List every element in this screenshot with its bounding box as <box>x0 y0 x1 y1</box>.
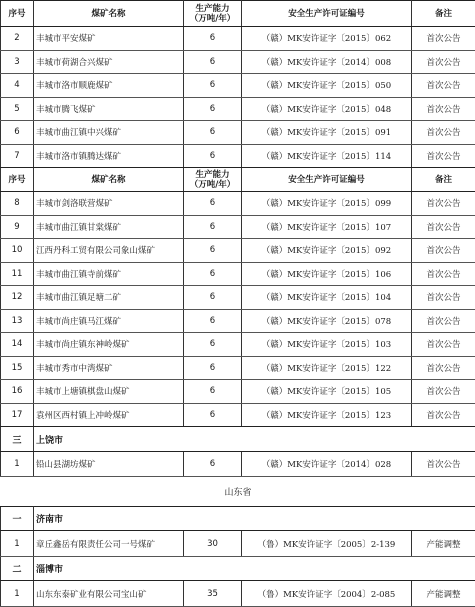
cell-remark: 首次公告 <box>412 27 475 51</box>
cell-name: 山东东泰矿业有限公司宝山矿 <box>34 581 184 607</box>
table-row <box>1 144 475 168</box>
table-row <box>1 121 475 145</box>
cell-no: 13 <box>1 309 34 333</box>
cell-license: （赣）MK安许证字〔2015〕091 <box>242 121 412 145</box>
cell-capacity: 6 <box>184 192 242 216</box>
cell-remark: 首次公告 <box>412 74 475 98</box>
cell-name: 丰城市曲江镇甘棠煤矿 <box>34 215 184 239</box>
cell-name: 丰城市平安煤矿 <box>34 27 184 51</box>
cell-license: （赣）MK安许证字〔2015〕048 <box>242 97 412 121</box>
table-row <box>1 50 475 74</box>
header-remark: 备注 <box>412 1 475 27</box>
table-row <box>1 262 475 286</box>
table-row <box>1 356 475 380</box>
header-capacity-line2: （万吨/年） <box>186 180 239 190</box>
cell-name: 丰城市曲江镇中兴煤矿 <box>34 121 184 145</box>
cell-license: （赣）MK安许证字〔2015〕122 <box>242 356 412 380</box>
cell-capacity: 6 <box>184 215 242 239</box>
cell-license: （赣）MK安许证字〔2015〕105 <box>242 380 412 404</box>
header-capacity <box>184 168 242 192</box>
table-row <box>1 239 475 263</box>
cell-name: 袁州区西村镇上冲岭煤矿 <box>34 403 184 427</box>
section-shangrao <box>1 427 475 452</box>
cell-name: 丰城市洛市顺鹿煤矿 <box>34 74 184 98</box>
cell-capacity: 6 <box>184 380 242 404</box>
table-row <box>1 581 475 607</box>
cell-capacity: 6 <box>184 97 242 121</box>
cell-capacity: 6 <box>184 286 242 310</box>
cell-name: 铅山县湖坊煤矿 <box>34 452 184 477</box>
province-row <box>1 477 475 507</box>
cell-remark: 首次公告 <box>412 452 475 477</box>
table-row <box>1 380 475 404</box>
cell-no: 4 <box>1 74 34 98</box>
cell-no: 3 <box>1 50 34 74</box>
cell-no: 10 <box>1 239 34 263</box>
cell-remark: 首次公告 <box>412 403 475 427</box>
cell-no: 17 <box>1 403 34 427</box>
cell-no: 16 <box>1 380 34 404</box>
cell-license: （赣）MK安许证字〔2015〕114 <box>242 144 412 168</box>
cell-name: 丰城市洛市镇腾达煤矿 <box>34 144 184 168</box>
province-title: 山东省 <box>1 477 475 507</box>
cell-license: （赣）MK安许证字〔2015〕106 <box>242 262 412 286</box>
cell-no: 6 <box>1 121 34 145</box>
table-row <box>1 452 475 477</box>
table-header <box>1 1 475 27</box>
cell-name: 丰城市上塘镇棋盘山煤矿 <box>34 380 184 404</box>
cell-name: 丰城市曲江镇寺前煤矿 <box>34 262 184 286</box>
cell-license: （赣）MK安许证字〔2015〕092 <box>242 239 412 263</box>
cell-license: （鲁）MK安许证字〔2005〕2-139 <box>242 531 412 557</box>
cell-no: 9 <box>1 215 34 239</box>
cell-capacity: 6 <box>184 309 242 333</box>
cell-no: 11 <box>1 262 34 286</box>
cell-remark: 首次公告 <box>412 144 475 168</box>
cell-capacity: 6 <box>184 74 242 98</box>
section-title: 淄博市 <box>34 557 475 581</box>
cell-remark: 首次公告 <box>412 262 475 286</box>
header-capacity-line1: 生产能力 <box>186 170 239 180</box>
cell-no: 1 <box>1 531 34 557</box>
header-no: 序号 <box>1 168 34 192</box>
header-name: 煤矿名称 <box>34 168 184 192</box>
cell-license: （赣）MK安许证字〔2014〕008 <box>242 50 412 74</box>
table-row <box>1 27 475 51</box>
cell-remark: 首次公告 <box>412 121 475 145</box>
table-row <box>1 74 475 98</box>
cell-name: 丰城市腾飞煤矿 <box>34 97 184 121</box>
table-row <box>1 192 475 216</box>
cell-remark: 首次公告 <box>412 286 475 310</box>
cell-license: （赣）MK安许证字〔2014〕028 <box>242 452 412 477</box>
cell-capacity: 6 <box>184 50 242 74</box>
header-license: 安全生产许可证编号 <box>242 168 412 192</box>
cell-no: 2 <box>1 27 34 51</box>
section-number: 二 <box>1 557 34 581</box>
header-name: 煤矿名称 <box>34 1 184 27</box>
cell-name: 丰城市剑洛联营煤矿 <box>34 192 184 216</box>
header-no: 序号 <box>1 1 34 27</box>
cell-no: 15 <box>1 356 34 380</box>
section-zibo <box>1 557 475 581</box>
cell-license: （赣）MK安许证字〔2015〕050 <box>242 74 412 98</box>
cell-no: 1 <box>1 581 34 607</box>
cell-name: 丰城市曲江镇足塘二矿 <box>34 286 184 310</box>
cell-remark: 首次公告 <box>412 215 475 239</box>
table-header-repeat <box>1 168 475 192</box>
cell-capacity: 6 <box>184 239 242 263</box>
cell-remark: 首次公告 <box>412 50 475 74</box>
table-row <box>1 333 475 357</box>
cell-name: 江西丹科工贸有限公司象山煤矿 <box>34 239 184 263</box>
table-row <box>1 309 475 333</box>
cell-remark: 产能调整 <box>412 581 475 607</box>
cell-capacity: 6 <box>184 27 242 51</box>
cell-remark: 首次公告 <box>412 192 475 216</box>
cell-capacity: 6 <box>184 262 242 286</box>
cell-license: （赣）MK安许证字〔2015〕099 <box>242 192 412 216</box>
section-jinan <box>1 507 475 531</box>
cell-license: （赣）MK安许证字〔2015〕103 <box>242 333 412 357</box>
cell-remark: 首次公告 <box>412 97 475 121</box>
cell-capacity: 6 <box>184 144 242 168</box>
cell-remark: 首次公告 <box>412 239 475 263</box>
table-row <box>1 97 475 121</box>
cell-no: 8 <box>1 192 34 216</box>
cell-no: 12 <box>1 286 34 310</box>
cell-remark: 首次公告 <box>412 380 475 404</box>
cell-license: （赣）MK安许证字〔2015〕107 <box>242 215 412 239</box>
section-number: 三 <box>1 427 34 452</box>
cell-no: 14 <box>1 333 34 357</box>
cell-capacity: 6 <box>184 403 242 427</box>
cell-capacity: 6 <box>184 333 242 357</box>
cell-no: 5 <box>1 97 34 121</box>
cell-capacity: 30 <box>184 531 242 557</box>
cell-remark: 首次公告 <box>412 333 475 357</box>
header-capacity <box>184 1 242 27</box>
cell-remark: 首次公告 <box>412 309 475 333</box>
section-title: 济南市 <box>34 507 475 531</box>
cell-capacity: 6 <box>184 452 242 477</box>
cell-remark: 首次公告 <box>412 356 475 380</box>
cell-name: 丰城市荷湖合兴煤矿 <box>34 50 184 74</box>
section-number: 一 <box>1 507 34 531</box>
cell-capacity: 35 <box>184 581 242 607</box>
table-row <box>1 403 475 427</box>
cell-no: 1 <box>1 452 34 477</box>
table-row <box>1 215 475 239</box>
cell-license: （赣）MK安许证字〔2015〕104 <box>242 286 412 310</box>
cell-license: （赣）MK安许证字〔2015〕123 <box>242 403 412 427</box>
cell-name: 丰城市秀市中湾煤矿 <box>34 356 184 380</box>
cell-name: 丰城市尚庄镇东神岭煤矿 <box>34 333 184 357</box>
cell-license: （鲁）MK安许证字〔2004〕2-085 <box>242 581 412 607</box>
cell-license: （赣）MK安许证字〔2015〕078 <box>242 309 412 333</box>
cell-no: 7 <box>1 144 34 168</box>
header-capacity-line2: （万吨/年） <box>186 14 239 24</box>
cell-name: 章丘鑫岳有限责任公司一号煤矿 <box>34 531 184 557</box>
cell-license: （赣）MK安许证字〔2015〕062 <box>242 27 412 51</box>
header-license: 安全生产许可证编号 <box>242 1 412 27</box>
cell-name: 丰城市尚庄镇马江煤矿 <box>34 309 184 333</box>
cell-capacity: 6 <box>184 121 242 145</box>
table-row <box>1 531 475 557</box>
cell-remark: 产能调整 <box>412 531 475 557</box>
table-row <box>1 286 475 310</box>
section-title: 上饶市 <box>34 427 475 452</box>
cell-capacity: 6 <box>184 356 242 380</box>
header-remark: 备注 <box>412 168 475 192</box>
header-capacity-line1: 生产能力 <box>186 4 239 14</box>
